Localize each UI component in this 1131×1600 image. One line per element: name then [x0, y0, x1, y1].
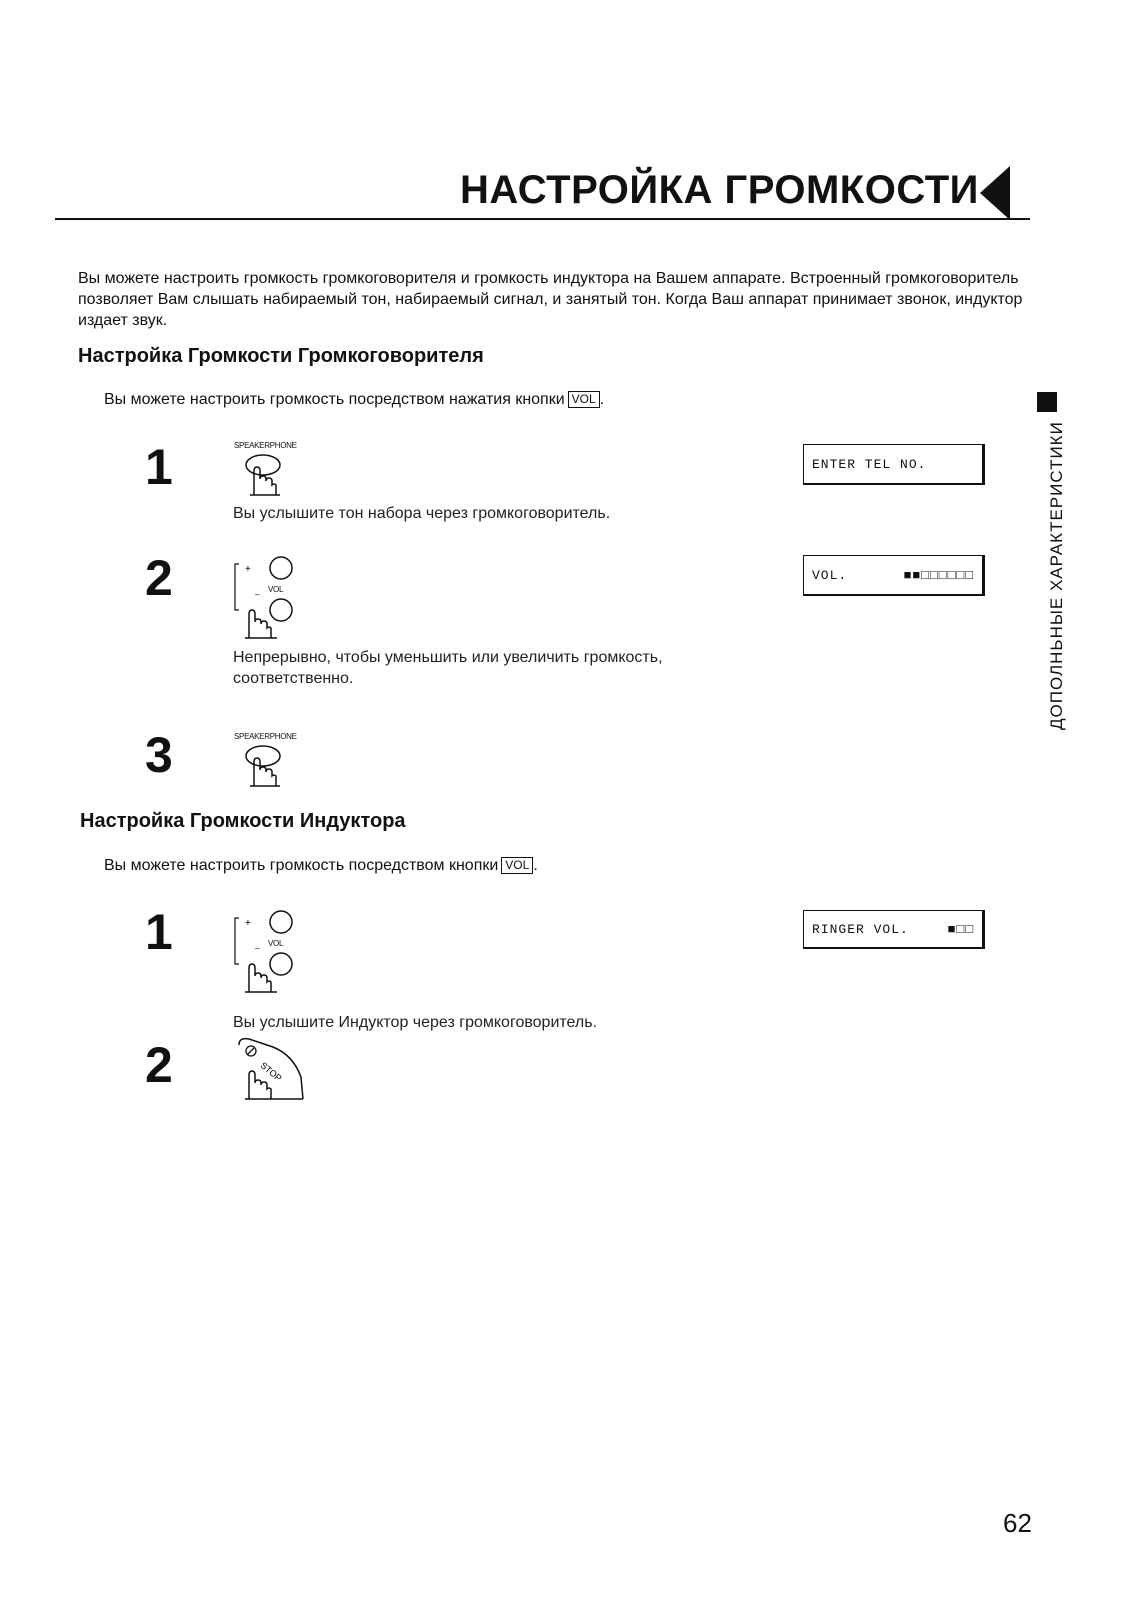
step-text: Вы услышите Индуктор через громкоговоритель.: [233, 1014, 598, 1031]
lcd-display: [803, 555, 985, 596]
lcd-label: ENTER TEL NO.: [812, 456, 927, 472]
ringer-subtitle: Вы можете настроить громкость посредством кнопки VOL .: [104, 857, 538, 874]
stop-button-icon: [233, 1035, 309, 1105]
svg-text:–: –: [255, 590, 260, 599]
vol-key-label: VOL: [568, 391, 600, 408]
page-title: НАСТРОЙКА ГРОМКОСТИ: [460, 168, 979, 212]
step-text: Непрерывно, чтобы уменьшить или увеличить громкость, соответственно.: [233, 649, 663, 687]
speakerphone-button-icon: [238, 742, 288, 788]
speakerphone-button-icon: [238, 451, 288, 497]
lcd-level: ■□□: [947, 921, 974, 937]
lcd-display: [803, 444, 985, 485]
step-number: 1: [145, 904, 173, 960]
vol-key-label: VOL: [501, 857, 533, 874]
stop-caption: STOP: [258, 1060, 284, 1084]
step-number: 3: [145, 727, 173, 783]
page-number: 62: [1003, 1508, 1032, 1538]
side-tab-label: ДОПОЛНЬНЫЕ ХАРАКТЕРИСТИКИ: [1047, 421, 1066, 730]
step-number: 2: [145, 1037, 173, 1093]
title-arrow-icon: [980, 166, 1010, 220]
lcd-label: VOL.: [812, 567, 848, 583]
step-number: 1: [145, 439, 173, 495]
speaker-subtitle-text: Вы можете настроить громкость посредством нажатия кнопки: [104, 391, 565, 408]
svg-text:–: –: [255, 944, 260, 953]
button-caption: VOL: [268, 939, 284, 948]
lcd-label: RINGER VOL.: [812, 921, 909, 937]
speaker-subtitle: Вы можете настроить громкость посредством нажатия кнопки VOL .: [104, 391, 605, 408]
button-caption: VOL: [268, 585, 284, 594]
svg-text:+: +: [245, 918, 251, 929]
lcd-level: ■■□□□□□□: [903, 567, 974, 583]
button-caption: SPEAKERPHONE: [234, 732, 297, 741]
step-number: 2: [145, 550, 173, 606]
intro-paragraph: Вы можете настроить громкость громкоговорителя и громкость индуктора на Вашем аппарате. Встроенный громкоговоритель позволяет Вам слышать набираемый тон, набираемый сигнал, и занятый тон. Когда Ваш аппарат принимает звонок, индуктор издает звук.: [78, 270, 1023, 329]
vol-button-icon: [231, 552, 301, 642]
ringer-subtitle-text: Вы можете настроить громкость посредством кнопки: [104, 857, 499, 874]
speaker-heading: Настройка Громкости Громкоговорителя: [78, 345, 484, 367]
side-tab-marker: [1037, 392, 1057, 412]
svg-text:+: +: [245, 564, 251, 575]
vol-button-icon: [231, 906, 301, 996]
button-caption: SPEAKERPHONE: [234, 441, 297, 450]
ringer-heading: Настройка Громкости Индуктора: [80, 810, 406, 832]
lcd-display: [803, 910, 985, 949]
title-rule: [55, 218, 1030, 220]
step-text: Вы услышите тон набора через громкоговоритель.: [233, 505, 611, 522]
